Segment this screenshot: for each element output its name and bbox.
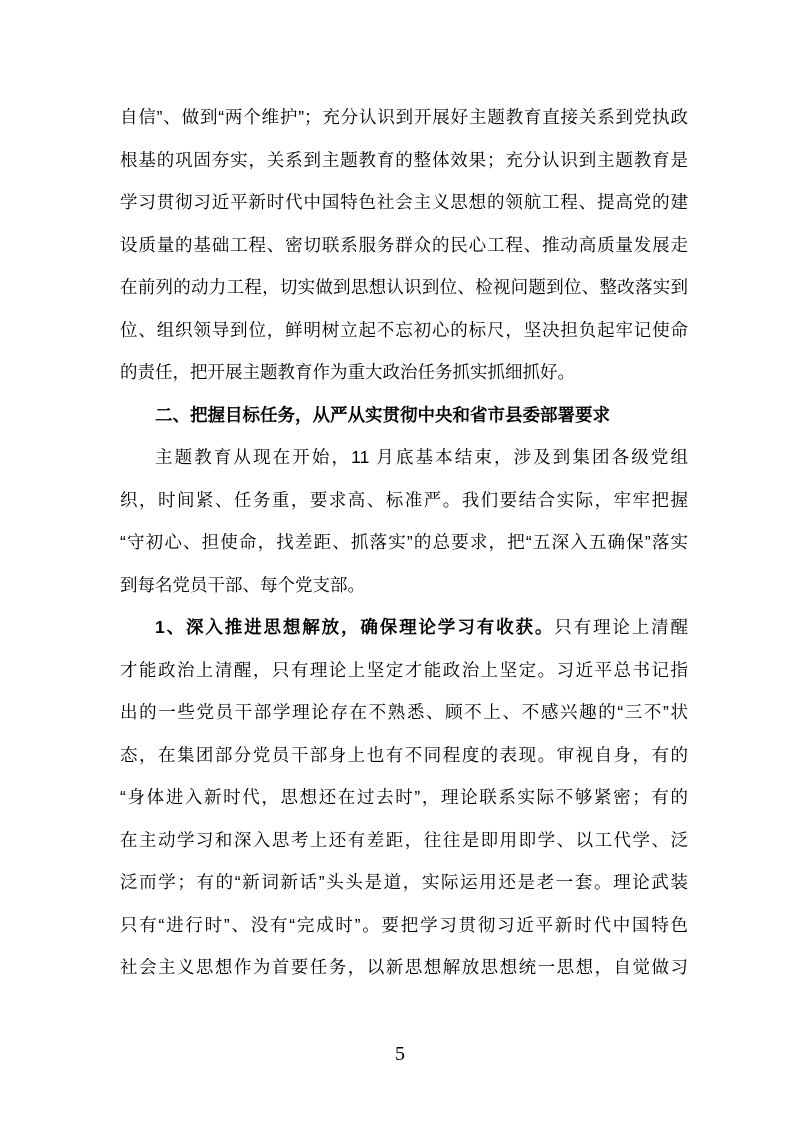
text-run: 自信”、做到“两个维护”；充分认识到开展好主题教育直接关系到党执政 [120, 107, 688, 127]
text-run: “身体进入新时代，思想还在过去时”，理论联系实际不够紧密；有的 [120, 787, 688, 807]
text-run: 到每名党员干部、每个党支部。 [120, 574, 365, 595]
text-run: 只有“进行时”、没有“完成时”。要把学习贯彻习近平新时代中国特色 [120, 914, 688, 935]
bold-run: 二、把握目标任务，从严从实贯彻中央和省市县委部署要求 [155, 404, 610, 425]
section-heading [120, 394, 688, 437]
text-line [120, 564, 688, 607]
text-line [120, 946, 688, 989]
text-run: 的责任，把开展主题教育作为重大政治任务抓实抓细抓好。 [120, 362, 575, 382]
text-run: 只有理论上清醒 [554, 617, 688, 637]
text-line [120, 649, 688, 692]
text-run: 织，时间紧、任务重，要求高、标准严。我们要结合实际，牢牢把握 [120, 489, 688, 510]
bold-run: 1、深入推进思想解放，确保理论学习有收获。 [155, 617, 555, 637]
text-line [120, 224, 688, 267]
text-line [120, 309, 688, 352]
text-line [120, 521, 688, 564]
text-run: 在前列的动力工程，切实做到思想认识到位、检视问题到位、整改落实到 [120, 277, 688, 297]
numbered-item-lead [120, 606, 688, 649]
text-run: 出的一些党员干部学理论存在不熟悉、顾不上、不感兴趣的“三不”状 [120, 702, 688, 722]
text-run: 态，在集团部分党员干部身上也有不同程度的表现。审视自身，有的 [120, 744, 688, 765]
text-line [120, 861, 688, 904]
text-run: 位、组织领导到位，鲜明树立起不忘初心的标尺，坚决担负起牢记使命 [120, 319, 688, 340]
text-run: 社会主义思想作为首要任务，以新思想解放思想统一思想，自觉做习 [120, 957, 688, 977]
text-line [120, 139, 688, 182]
document-text [120, 96, 688, 989]
text-run: 根基的巩固夯实，关系到主题教育的整体效果；充分认识到主题教育是 [120, 149, 688, 170]
text-line [120, 776, 688, 819]
text-run: “守初心、担使命，找差距、抓落实”的总要求，把“五深入五确保”落实 [120, 532, 688, 552]
text-line [120, 96, 688, 139]
text-run: 设质量的基础工程、密切联系服务群众的民心工程、推动高质量发展走 [120, 234, 688, 255]
text-run: 主题教育从现在开始，11 月底基本结束，涉及到集团各级党组 [155, 447, 688, 467]
text-line [120, 819, 688, 862]
text-line [120, 351, 688, 394]
text-run: 在主动学习和深入思考上还有差距，往往是即用即学、以工代学、泛 [120, 829, 688, 850]
text-line [120, 266, 688, 309]
page-number: 5 [395, 1043, 405, 1065]
text-line [120, 181, 688, 224]
text-run: 泛而学；有的“新词新话”头头是道，实际运用还是老一套。理论武装 [120, 872, 688, 892]
text-run: 学习贯彻习近平新时代中国特色社会主义思想的领航工程、提高党的建 [120, 192, 688, 212]
text-line [120, 479, 688, 522]
text-line [120, 691, 688, 734]
text-line [120, 734, 688, 777]
text-line [120, 904, 688, 947]
text-line [120, 436, 688, 479]
text-run: 才能政治上清醒，只有理论上坚定才能政治上坚定。习近平总书记指 [120, 659, 688, 680]
